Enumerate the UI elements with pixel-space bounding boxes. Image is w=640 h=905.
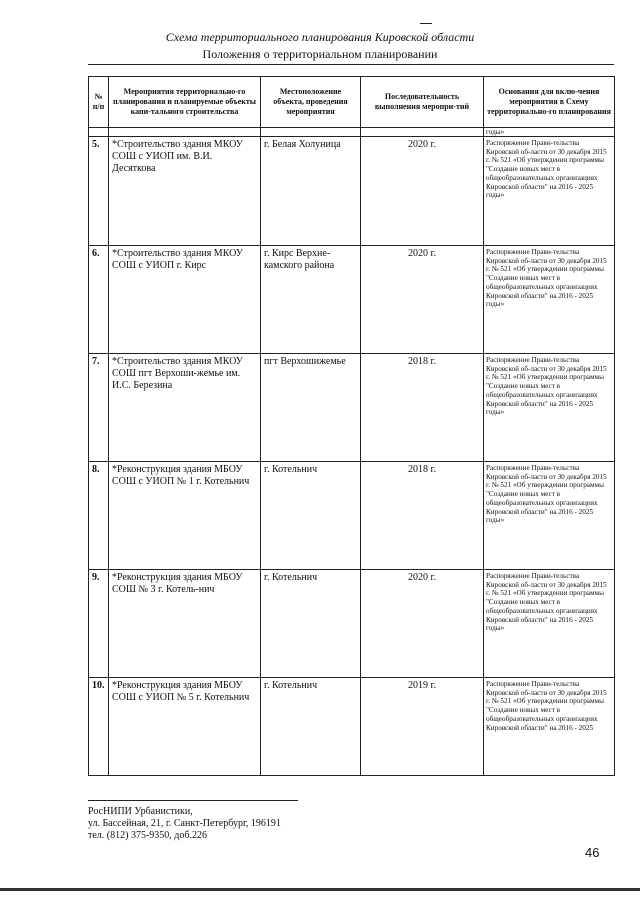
header-divider bbox=[88, 64, 614, 65]
row-number: 6. bbox=[89, 246, 109, 354]
row-measure: *Реконструкция здания МБОУ СОШ № 3 г. Котель-нич bbox=[109, 570, 261, 678]
col-header-sequence: Последовательность выполнения меропри-тий bbox=[361, 77, 484, 128]
row-location: г. Котельнич bbox=[261, 462, 361, 570]
row-number: 8. bbox=[89, 462, 109, 570]
table-header-row bbox=[89, 77, 615, 128]
row-year: 2018 г. bbox=[361, 462, 484, 570]
row-location: пгт Верхошижемье bbox=[261, 354, 361, 462]
row-year: 2020 г. bbox=[361, 246, 484, 354]
row-basis: Распоряжение Прави-тельства Кировской об-ласти от 30 декабря 2015 г. № 521 «Об утверждении программы "Создание новых мест в общеобразовательных организациях Кировской области" на 2016 - 2025 годы» bbox=[484, 137, 615, 246]
row-number: 5. bbox=[89, 137, 109, 246]
row-year: 2018 г. bbox=[361, 354, 484, 462]
carryover-row bbox=[89, 128, 615, 137]
header-mark bbox=[420, 23, 432, 24]
footer-address: ул. Бассейная, 21, г. Санкт-Петербург, 196191 bbox=[88, 818, 281, 829]
col-header-basis: Основания для вклю-чения мероприятия в Схему территориально-го планирования bbox=[484, 77, 615, 128]
scan-edge-bar bbox=[0, 888, 640, 891]
row-measure: *Реконструкция здания МБОУ СОШ с УИОП № 5 г. Котельнич bbox=[109, 678, 261, 776]
footer-phone: тел. (812) 375-9350, доб.226 bbox=[88, 830, 207, 841]
row-measure: *Строительство здания МКОУ СОШ пгт Верхоши-жемье им. И.С. Березина bbox=[109, 354, 261, 462]
row-number: 7. bbox=[89, 354, 109, 462]
table-row bbox=[89, 678, 615, 776]
carryover-text: годы» bbox=[484, 128, 615, 137]
table-row bbox=[89, 137, 615, 246]
row-measure: *Строительство здания МКОУ СОШ с УИОП г. Кирс bbox=[109, 246, 261, 354]
footer-divider bbox=[88, 800, 298, 801]
row-number: 9. bbox=[89, 570, 109, 678]
document-subtitle: Положения о территориальном планировании bbox=[202, 47, 438, 61]
table-row bbox=[89, 570, 615, 678]
table-row bbox=[89, 246, 615, 354]
page-number: 46 bbox=[585, 845, 600, 860]
row-location: г. Белая Холуница bbox=[261, 137, 361, 246]
col-header-num: № п/п bbox=[89, 77, 109, 128]
document-title: Схема территориального планирования Кировской области bbox=[165, 30, 475, 44]
table-row bbox=[89, 462, 615, 570]
col-header-location: Местоположение объекта, проведения мероприятия bbox=[261, 77, 361, 128]
table-row bbox=[89, 354, 615, 462]
row-location: г. Котельнич bbox=[261, 570, 361, 678]
row-basis: Распоряжение Прави-тельства Кировской об-ласти от 30 декабря 2015 г. № 521 «Об утверждении программы "Создание новых мест в общеобразовательных организациях Кировской области" на 2016 - 2025 годы» bbox=[484, 246, 615, 354]
row-year: 2020 г. bbox=[361, 137, 484, 246]
row-location: г. Кирс Верхне-камского района bbox=[261, 246, 361, 354]
row-measure: *Строительство здания МКОУ СОШ с УИОП им. В.И. Десяткова bbox=[109, 137, 261, 246]
row-basis: Распоряжение Прави-тельства Кировской об-ласти от 30 декабря 2015 г. № 521 «Об утверждении программы "Создание новых мест в общеобразовательных организациях Кировской области" на 2016 - 2025 годы» bbox=[484, 570, 615, 678]
row-location: г. Котельнич bbox=[261, 678, 361, 776]
footer bbox=[88, 806, 281, 842]
col-header-measure: Мероприятия территориально-го планирования и планируемые объекты капи-тального строительства bbox=[109, 77, 261, 128]
planning-table bbox=[88, 76, 615, 776]
row-measure: *Реконструкция здания МБОУ СОШ с УИОП № 1 г. Котельнич bbox=[109, 462, 261, 570]
row-number: 10. bbox=[89, 678, 109, 776]
row-basis: Распоряжение Прави-тельства Кировской об-ласти от 30 декабря 2015 г. № 521 «Об утверждении программы "Создание новых мест в общеобразовательных организациях Кировской области" на 2016 - 2025 bbox=[484, 678, 615, 776]
row-basis: Распоряжение Прави-тельства Кировской об-ласти от 30 декабря 2015 г. № 521 «Об утверждении программы "Создание новых мест в общеобразовательных организациях Кировской области" на 2016 - 2025 годы» bbox=[484, 354, 615, 462]
row-year: 2020 г. bbox=[361, 570, 484, 678]
row-year: 2019 г. bbox=[361, 678, 484, 776]
footer-org: РосНИПИ Урбанистики, bbox=[88, 806, 193, 817]
row-basis: Распоряжение Прави-тельства Кировской об-ласти от 30 декабря 2015 г. № 521 «Об утверждении программы "Создание новых мест в общеобразовательных организациях Кировской области" на 2016 - 2025 годы» bbox=[484, 462, 615, 570]
